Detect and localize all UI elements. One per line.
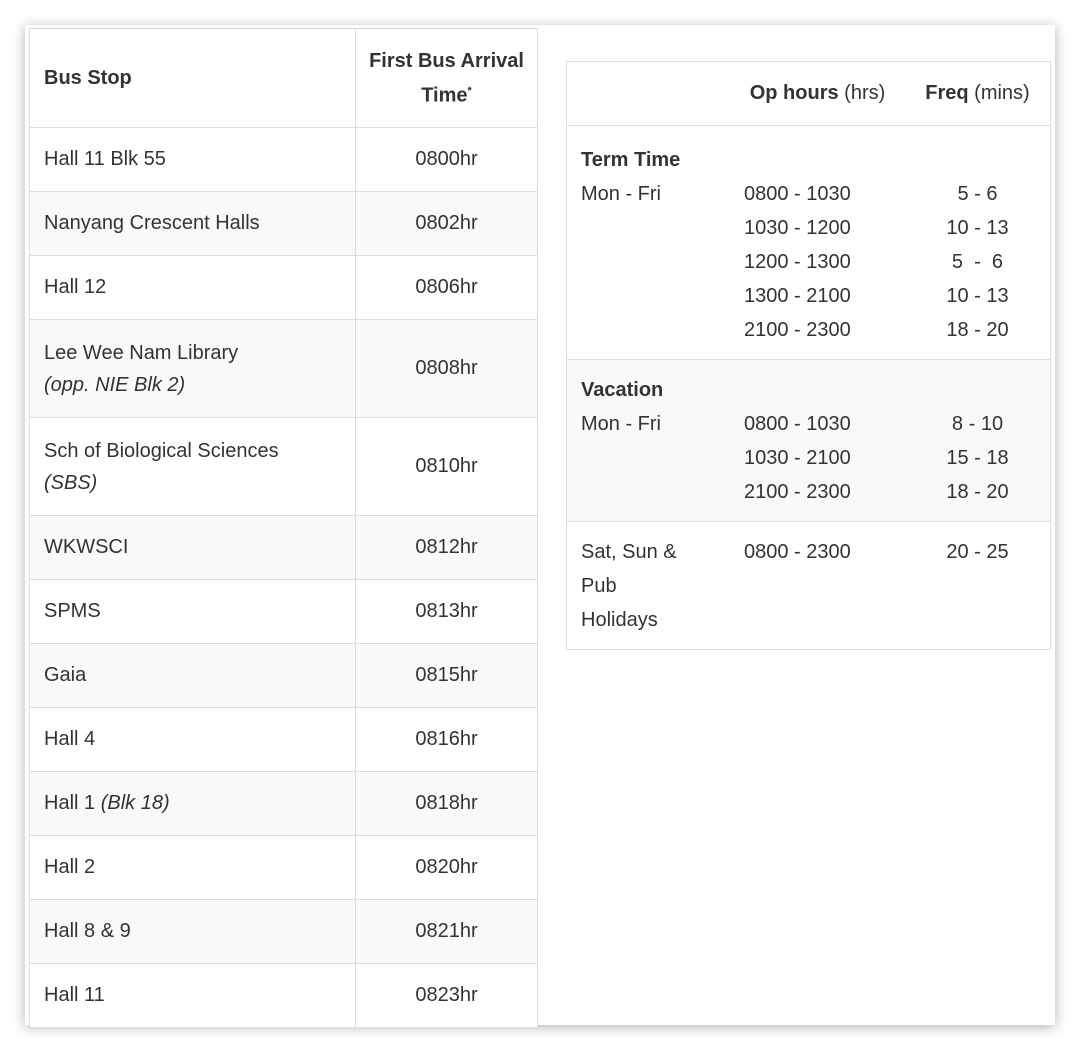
bus-stop-note: (Blk 18)	[100, 792, 170, 814]
bus-stop-name: Hall 11 Blk 55	[30, 128, 356, 192]
term-time-row	[567, 126, 1051, 360]
term-time-days: Mon - Fri	[581, 183, 661, 205]
vacation-days: Mon - Fri	[581, 413, 661, 435]
bus-stop-cell	[30, 418, 356, 516]
op-hours-value: 0800 - 1030	[744, 183, 851, 205]
arrival-time: 0815hr	[356, 644, 538, 708]
bus-stop-cell	[30, 320, 356, 418]
table-row	[30, 516, 538, 580]
arrival-time: 0808hr	[356, 320, 538, 418]
op-hours-cell	[730, 126, 905, 360]
freq-cell	[905, 126, 1051, 360]
vacation-title: Vacation	[581, 379, 664, 401]
bus-stop-name: Lee Wee Nam Library	[44, 341, 239, 364]
table-row	[30, 192, 538, 256]
bus-stop-name: Hall 11	[30, 964, 356, 1028]
arrival-time: 0823hr	[356, 964, 538, 1028]
op-hours-value: 1300 - 2100	[744, 285, 851, 307]
op-hours-value: 2100 - 2300	[744, 481, 851, 503]
first-arrival-header-line1: First Bus Arrival	[369, 49, 524, 72]
bus-stop-note: (opp. NIE Blk 2)	[44, 373, 186, 396]
period-cell	[567, 360, 731, 522]
weekend-label-line: Pub	[581, 575, 617, 597]
op-hours-value: 0800 - 2300	[730, 522, 905, 650]
arrival-time: 0800hr	[356, 128, 538, 192]
vacation-row	[567, 360, 1051, 522]
freq-value: 18 - 20	[946, 481, 1009, 503]
freq-header	[905, 62, 1051, 126]
first-arrival-header	[356, 29, 538, 128]
bus-stop-name: Sch of Biological Sciences	[44, 439, 279, 462]
first-bus-table	[29, 28, 538, 1028]
freq-value: 5 - 6	[957, 183, 998, 205]
arrival-time: 0813hr	[356, 580, 538, 644]
bus-stop-name: WKWSCI	[30, 516, 356, 580]
timetable-card	[25, 25, 1055, 1025]
bus-stop-name: Gaia	[30, 644, 356, 708]
bus-stop-name: SPMS	[30, 580, 356, 644]
arrival-time: 0816hr	[356, 708, 538, 772]
table-row	[30, 708, 538, 772]
op-hours-value: 2100 - 2300	[744, 319, 851, 341]
arrival-time: 0818hr	[356, 772, 538, 836]
footnote-marker: *	[467, 84, 472, 97]
arrival-time: 0806hr	[356, 256, 538, 320]
period-cell	[567, 126, 731, 360]
op-hours-value: 0800 - 1030	[744, 413, 851, 435]
op-hours-header-label: Op hours	[749, 82, 839, 104]
table-row	[30, 320, 538, 418]
freq-value: 18 - 20	[946, 319, 1009, 341]
bus-stop-name: Hall 8 & 9	[30, 900, 356, 964]
weekend-label-line: Sat, Sun &	[581, 541, 677, 563]
table-row	[30, 128, 538, 192]
period-header	[567, 62, 731, 126]
freq-value: 10 - 13	[946, 285, 1009, 307]
weekend-label-line: Holidays	[581, 609, 658, 631]
table-row	[30, 580, 538, 644]
arrival-time: 0820hr	[356, 836, 538, 900]
table-row	[30, 418, 538, 516]
op-hours-cell	[730, 360, 905, 522]
freq-value: 5 - 6	[951, 251, 1004, 273]
op-hours-header-unit: (hrs)	[844, 82, 886, 104]
frequency-table	[566, 61, 1051, 650]
freq-value: 10 - 13	[946, 217, 1009, 239]
bus-stop-name: Hall 12	[30, 256, 356, 320]
table-row	[30, 836, 538, 900]
first-arrival-header-line2: Time	[421, 84, 468, 107]
op-hours-header	[730, 62, 905, 126]
table-row	[30, 644, 538, 708]
table-row	[30, 256, 538, 320]
freq-value: 20 - 25	[905, 522, 1051, 650]
freq-header-unit: (mins)	[974, 82, 1030, 104]
freq-cell	[905, 360, 1051, 522]
op-hours-value: 1030 - 2100	[744, 447, 851, 469]
arrival-time: 0810hr	[356, 418, 538, 516]
arrival-time: 0812hr	[356, 516, 538, 580]
term-time-title: Term Time	[581, 149, 681, 171]
op-hours-value: 1200 - 1300	[744, 251, 851, 273]
bus-stop-header: Bus Stop	[30, 29, 356, 128]
period-cell	[567, 522, 731, 650]
bus-stop-cell	[30, 772, 356, 836]
freq-value: 15 - 18	[946, 447, 1009, 469]
table-row	[30, 900, 538, 964]
table-row	[30, 772, 538, 836]
freq-header-label: Freq	[925, 82, 969, 104]
op-hours-value: 1030 - 1200	[744, 217, 851, 239]
bus-stop-note: (SBS)	[44, 471, 98, 494]
bus-stop-name: Hall 1	[44, 792, 96, 814]
freq-value: 8 - 10	[951, 413, 1004, 435]
arrival-time: 0821hr	[356, 900, 538, 964]
table-row	[30, 964, 538, 1028]
arrival-time: 0802hr	[356, 192, 538, 256]
bus-stop-name: Nanyang Crescent Halls	[30, 192, 356, 256]
weekend-row	[567, 522, 1051, 650]
bus-stop-name: Hall 2	[30, 836, 356, 900]
bus-stop-name: Hall 4	[30, 708, 356, 772]
